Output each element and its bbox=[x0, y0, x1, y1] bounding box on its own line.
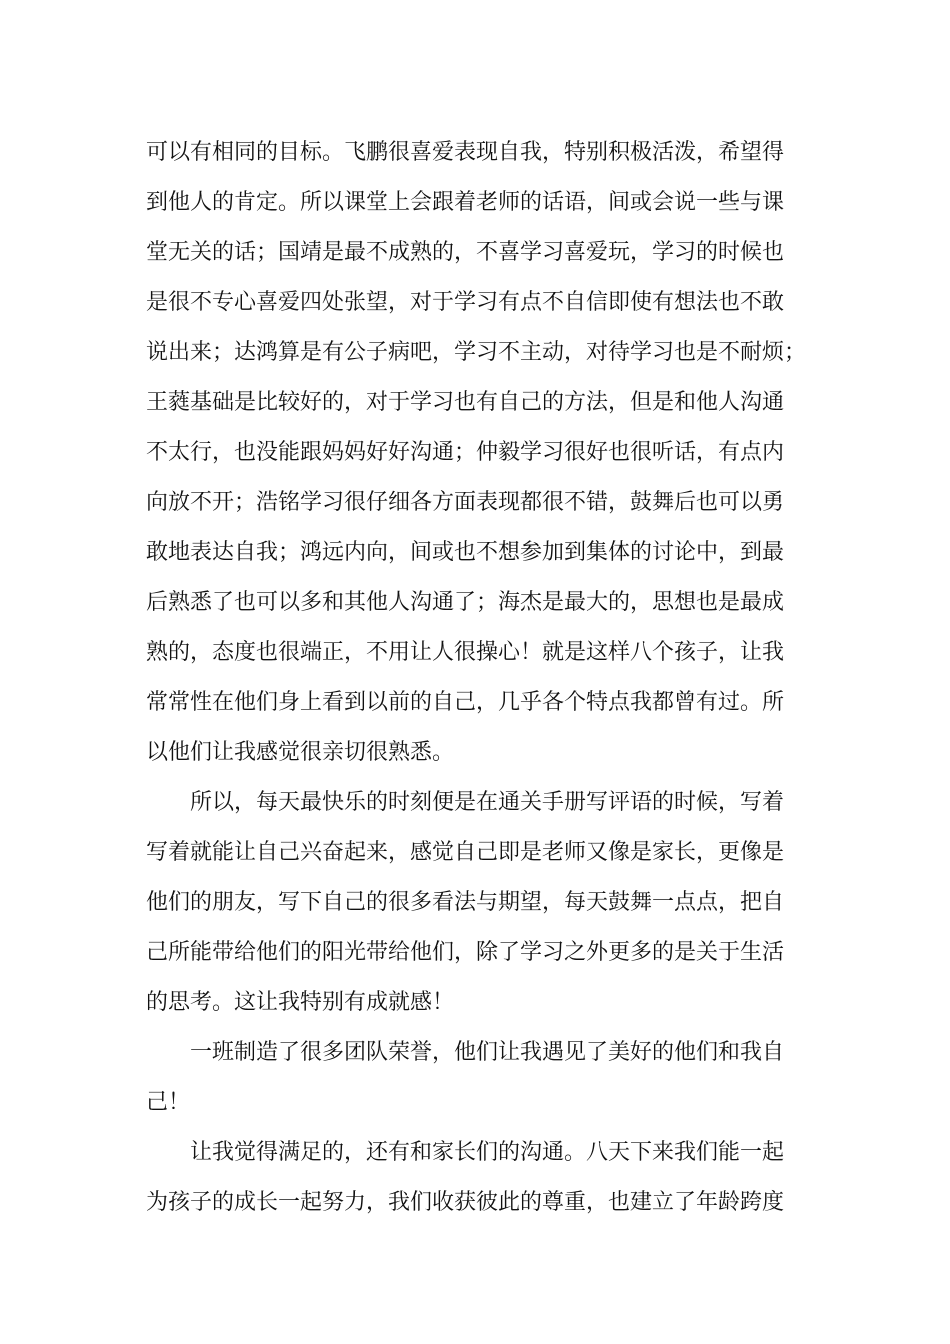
text-line: 的思考。这让我特别有成就感！ bbox=[146, 990, 455, 1015]
text-line: 是很不专心喜爱四处张望，对于学习有点不自信即使有想法也不敢 bbox=[146, 290, 785, 315]
text-line: 说出来；达鸿算是有公子病吧，学习不主动，对待学习也是不耐烦； bbox=[146, 340, 807, 365]
text-line: 己所能带给他们的阳光带给他们，除了学习之外更多的是关于生活 bbox=[146, 940, 785, 965]
text-line: 以他们让我感觉很亲切很熟悉。 bbox=[146, 740, 455, 765]
text-line: 到他人的肯定。所以课堂上会跟着老师的话语，间或会说一些与课 bbox=[146, 190, 785, 215]
text-line: 王蕤基础是比较好的，对于学习也有自己的方法，但是和他人沟通 bbox=[146, 390, 785, 415]
text-line: 己！ bbox=[146, 1090, 191, 1115]
paragraph-first-line: 一班制造了很多团队荣誉，他们让我遇见了美好的他们和我自 bbox=[190, 1040, 785, 1065]
text-line: 他们的朋友，写下自己的很多看法与期望，每天鼓舞一点点，把自 bbox=[146, 890, 785, 915]
text-line: 可以有相同的目标。飞鹏很喜爱表现自我，特别积极活泼，希望得 bbox=[146, 140, 785, 165]
text-line: 常常性在他们身上看到以前的自己，几乎各个特点我都曾有过。所 bbox=[146, 690, 785, 715]
paragraph-first-line: 让我觉得满足的，还有和家长们的沟通。八天下来我们能一起 bbox=[190, 1140, 785, 1165]
text-line: 堂无关的话；国靖是最不成熟的，不喜学习喜爱玩，学习的时候也 bbox=[146, 240, 785, 265]
text-line: 为孩子的成长一起努力，我们收获彼此的尊重，也建立了年龄跨度 bbox=[146, 1190, 785, 1215]
text-line: 写着就能让自己兴奋起来，感觉自己即是老师又像是家长，更像是 bbox=[146, 840, 785, 865]
text-line: 向放不开；浩铭学习很仔细各方面表现都很不错，鼓舞后也可以勇 bbox=[146, 490, 785, 515]
text-line: 不太行，也没能跟妈妈好好沟通；仲毅学习很好也很听话，有点内 bbox=[146, 440, 785, 465]
text-line: 熟的，态度也很端正，不用让人很操心！就是这样八个孩子，让我 bbox=[146, 640, 785, 665]
text-line: 敢地表达自我；鸿远内向，间或也不想参加到集体的讨论中，到最 bbox=[146, 540, 785, 565]
paragraph-first-line: 所以，每天最快乐的时刻便是在通关手册写评语的时候，写着 bbox=[190, 790, 785, 815]
text-line: 后熟悉了也可以多和其他人沟通了；海杰是最大的，思想也是最成 bbox=[146, 590, 785, 615]
body-text bbox=[146, 128, 836, 1228]
